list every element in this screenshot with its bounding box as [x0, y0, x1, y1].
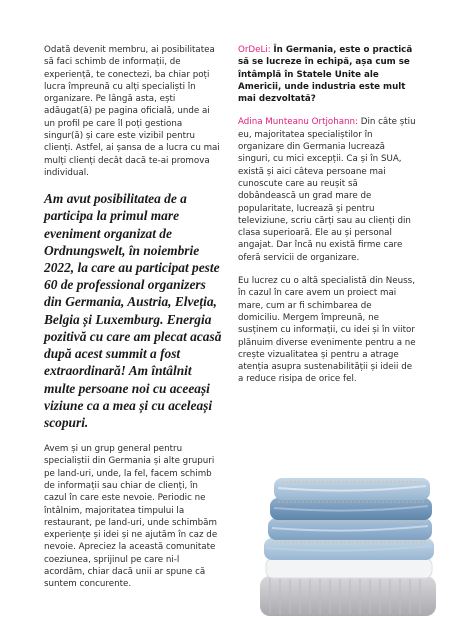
answer-text: Din câte știu eu, majoritatea specialiștilor în organizare din Germania lucrează singuri, cu mici excepții. Ca și în SUA, există și aici câteva persoane mai cunoscute care au reușit să dobândească un grad mare de popularitate, lucrează și pentru televiziune, scriu cărți sau au clienți din clasa superioară. Ele au și personal angajat. Dar încă nu există firme care oferă servicii de organizare.: [238, 117, 416, 263]
left-column: [44, 44, 222, 602]
answer-paragraph: [238, 116, 416, 264]
clothes-stack-illustration: [252, 460, 442, 620]
collaboration-paragraph: Eu lucrez cu o altă specialistă din Neuss, în cazul în care avem un proiect mai mare, cum ar fi schimbarea de domiciliu. Mergem împreună, ne susținem cu informații, cu idei și în viitor plănuim diverse evenimente pentru a ne crește vizualitatea și pentru a atrage atenția asupra sustenabilității și ideii de a reduce risipa de orice fel.: [238, 276, 416, 385]
community-paragraph: Avem și un grup general pentru specialiștii din Germania și alte grupuri pe land-uri, unde, la fel, facem schimb de informații sau chiar de clienți, în cazul în care este nevoie. Periodic ne întâlnim, majoritatea timpului la restaurant, pe land-uri, unde schimbăm experiențe și idei și ne ajutăm în caz de nevoie. Apreciez la această comunitate coeziunea, sprijinul pe care ni-l acordăm, chiar dacă unii ar spune că suntem concurente.: [44, 444, 218, 590]
pull-quote: Am avut posibilitatea de a participa la primul mare eveniment organizat de Ordnungswelt, în noiembrie 2022, la care au participat peste 60 de professional organizers din Germania, Austria, Elveția, Belgia și Luxemburg. Energia pozitivă cu care am plecat acasă după acest summit a fost extraordinară! Am întâlnit multe persoane noi cu aceeași viziune ca a mea și cu aceleași scopuri.: [44, 191, 222, 430]
intro-paragraph: Odată devenit membru, ai posibilitatea să faci schimb de informații, de experiență, te conectezi, ba chiar poți lucra împreună cu alți specialiști în organizare. Pe lângă asta, ești adăugat(ă) pe pagina oficială, unde ai un profil pe care îl poți gestiona singur(ă) și care este vizibil pentru clienți. Astfel, ai șansa de a lucra cu mai mulți clienți decât dacă te-ai promova individual.: [44, 45, 220, 178]
question-text: În Germania, este o practică să se lucreze în echipă, așa cum se întâmplă în Statele Unite ale Americii, unde industria este mult mai dezvoltată?: [238, 45, 413, 105]
folded-clothes-image: [252, 460, 442, 620]
question-paragraph: [238, 44, 416, 105]
right-column: [238, 44, 416, 397]
answer-label: Adina Munteanu Ortjohann:: [238, 117, 358, 128]
question-label: OrDeLi:: [238, 45, 271, 55]
